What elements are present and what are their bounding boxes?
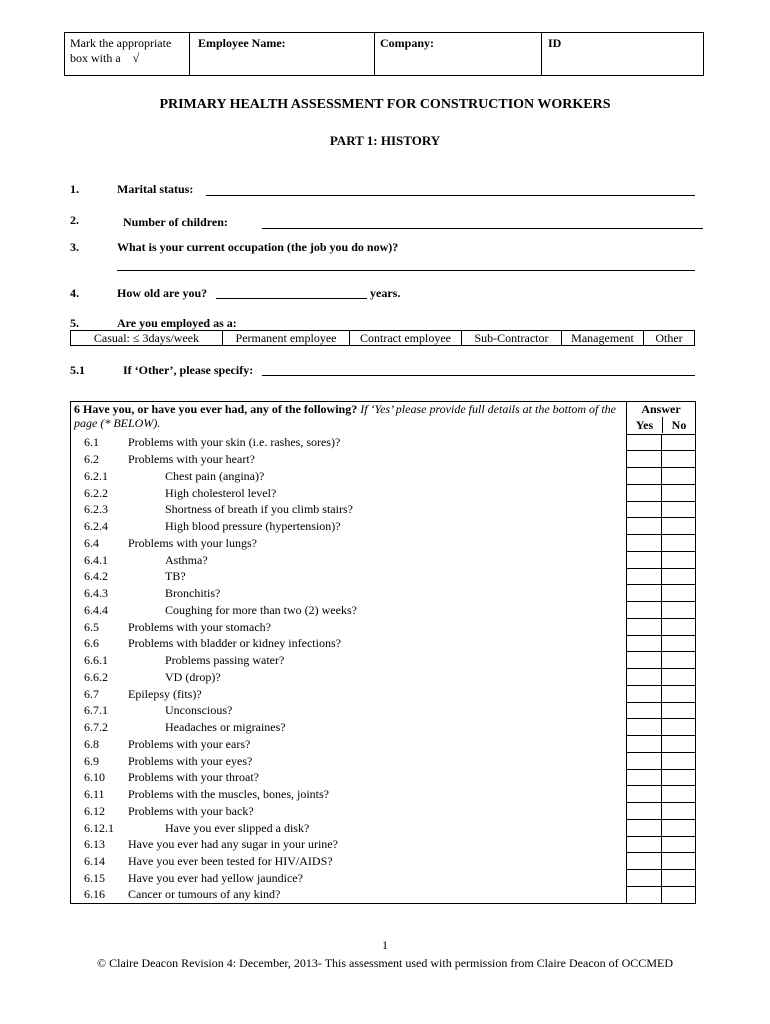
instruction-line2 xyxy=(70,51,184,66)
no-checkbox[interactable] xyxy=(662,518,696,535)
other-specify-input[interactable] xyxy=(262,375,695,376)
question-text: Have you ever had any sugar in your urine? xyxy=(128,837,338,852)
yes-checkbox[interactable] xyxy=(627,434,662,451)
yes-checkbox[interactable] xyxy=(627,618,662,635)
check-mark-icon: √ xyxy=(132,51,140,65)
yes-checkbox[interactable] xyxy=(627,602,662,619)
q2-number: 2. xyxy=(70,213,79,227)
no-checkbox[interactable] xyxy=(662,752,696,769)
yes-checkbox[interactable] xyxy=(627,853,662,870)
yes-checkbox[interactable] xyxy=(627,786,662,803)
yes-label: Yes xyxy=(627,417,663,433)
yes-checkbox[interactable] xyxy=(627,819,662,836)
q4-number: 4. xyxy=(70,286,79,300)
children-input[interactable] xyxy=(262,228,703,229)
question-cell xyxy=(71,451,627,468)
question-number: 6.12 xyxy=(84,803,105,818)
question-number: 6.10 xyxy=(84,770,105,785)
question-number: 6.8 xyxy=(84,736,99,751)
table-row xyxy=(71,518,696,535)
question-text: Epilepsy (fits)? xyxy=(128,686,202,701)
table-row xyxy=(71,551,696,568)
question-cell xyxy=(71,836,627,853)
table-row xyxy=(71,585,696,602)
yes-checkbox[interactable] xyxy=(627,836,662,853)
yes-checkbox[interactable] xyxy=(627,568,662,585)
table-row xyxy=(71,635,696,652)
no-checkbox[interactable] xyxy=(662,602,696,619)
no-checkbox[interactable] xyxy=(662,819,696,836)
question-text: Cancer or tumours of any kind? xyxy=(128,887,281,902)
question-text: Problems with the muscles, bones, joints? xyxy=(128,787,329,802)
question-text: Coughing for more than two (2) weeks? xyxy=(165,602,357,617)
question-cell xyxy=(71,769,627,786)
question-number: 6.6.2 xyxy=(84,669,108,684)
yes-checkbox[interactable] xyxy=(627,501,662,518)
question-text: Headaches or migraines? xyxy=(165,720,286,735)
no-checkbox[interactable] xyxy=(662,434,696,451)
table-heading-bold: 6 Have you, or have you ever had, any of the following? xyxy=(74,402,358,416)
table-row xyxy=(71,652,696,669)
q51-label: If ‘Other’, please specify: xyxy=(123,363,254,377)
table-row xyxy=(71,870,696,887)
health-history-table xyxy=(70,401,696,904)
question-text: Problems with your lungs? xyxy=(128,535,257,550)
no-checkbox[interactable] xyxy=(662,803,696,820)
question-cell xyxy=(71,501,627,518)
instruction-line1: Mark the appropriate xyxy=(70,36,172,50)
employee-name-label: Employee Name: xyxy=(198,36,286,50)
table-row xyxy=(71,669,696,686)
question-text: Problems with your throat? xyxy=(128,770,259,785)
header-box xyxy=(64,32,704,76)
question-number: 6.2 xyxy=(84,452,99,467)
option-casual[interactable]: Casual: ≤ 3days/week xyxy=(93,331,200,345)
q51-number: 5.1 xyxy=(70,363,85,377)
question-number: 6.4.4 xyxy=(84,602,108,617)
q4-label: How old are you? xyxy=(117,286,208,300)
question-text: Have you ever been tested for HIV/AIDS? xyxy=(128,854,333,869)
question-text: Asthma? xyxy=(165,552,208,567)
question-text: High cholesterol level? xyxy=(165,485,277,500)
table-row xyxy=(71,786,696,803)
no-checkbox[interactable] xyxy=(662,870,696,887)
no-checkbox[interactable] xyxy=(662,886,696,903)
yes-checkbox[interactable] xyxy=(627,886,662,903)
occupation-input[interactable] xyxy=(117,270,695,271)
no-checkbox[interactable] xyxy=(662,836,696,853)
yes-checkbox[interactable] xyxy=(627,752,662,769)
question-number: 6.2.1 xyxy=(84,468,108,483)
table-row xyxy=(71,736,696,753)
no-checkbox[interactable] xyxy=(662,585,696,602)
yes-checkbox[interactable] xyxy=(627,535,662,552)
question-cell xyxy=(71,568,627,585)
question-text: Problems with your back? xyxy=(128,803,254,818)
no-checkbox[interactable] xyxy=(662,685,696,702)
question-number: 6.16 xyxy=(84,887,105,902)
footer-copyright: © Claire Deacon Revision 4: December, 2013- This assessment used with permission from Claire Deacon of OCCMED xyxy=(97,956,673,970)
no-checkbox[interactable] xyxy=(662,786,696,803)
yes-checkbox[interactable] xyxy=(627,736,662,753)
yes-checkbox[interactable] xyxy=(627,803,662,820)
table-heading xyxy=(71,402,627,435)
yes-checkbox[interactable] xyxy=(627,484,662,501)
table-row xyxy=(71,451,696,468)
question-cell xyxy=(71,819,627,836)
answer-header xyxy=(627,402,696,435)
question-text: Problems with your heart? xyxy=(128,452,255,467)
question-cell xyxy=(71,602,627,619)
question-number: 6.2.4 xyxy=(84,519,108,534)
question-cell xyxy=(71,853,627,870)
question-cell xyxy=(71,870,627,887)
option-management[interactable]: Management xyxy=(562,331,644,345)
question-number: 6.5 xyxy=(84,619,99,634)
table-heading-italic: If ‘Yes’ please provide full details at the bottom of the page (* BELOW). xyxy=(74,402,616,430)
question-text: VD (drop)? xyxy=(165,669,221,684)
table-row xyxy=(71,752,696,769)
question-cell xyxy=(71,618,627,635)
employee-name-field[interactable] xyxy=(190,33,375,75)
question-number: 6.12.1 xyxy=(84,820,114,835)
question-text: Unconscious? xyxy=(165,703,233,718)
yes-checkbox[interactable] xyxy=(627,451,662,468)
question-cell xyxy=(71,551,627,568)
yes-checkbox[interactable] xyxy=(627,551,662,568)
question-number: 6.4.1 xyxy=(84,552,108,567)
yes-checkbox[interactable] xyxy=(627,669,662,686)
no-checkbox[interactable] xyxy=(662,719,696,736)
question-text: TB? xyxy=(165,569,186,584)
question-number: 6.1 xyxy=(84,435,99,450)
no-checkbox[interactable] xyxy=(662,736,696,753)
question-text: Problems with your skin (i.e. rashes, sores)? xyxy=(128,435,341,450)
yes-checkbox[interactable] xyxy=(627,685,662,702)
question-cell xyxy=(71,518,627,535)
question-number: 6.9 xyxy=(84,753,99,768)
question-number: 6.4 xyxy=(84,535,99,550)
q3-label: What is your current occupation (the job you do now)? xyxy=(117,240,399,254)
question-number: 6.15 xyxy=(84,870,105,885)
part-title: PART 1: HISTORY xyxy=(329,133,441,148)
table-row xyxy=(71,702,696,719)
no-checkbox[interactable] xyxy=(662,652,696,669)
table-row xyxy=(71,803,696,820)
no-checkbox[interactable] xyxy=(662,501,696,518)
table-row xyxy=(71,618,696,635)
question-cell xyxy=(71,635,627,652)
q5-label: Are you employed as a: xyxy=(117,316,237,330)
question-number: 6.13 xyxy=(84,837,105,852)
instruction-text: box with a xyxy=(70,51,121,65)
q5-number: 5. xyxy=(70,316,79,330)
no-checkbox[interactable] xyxy=(662,669,696,686)
yes-checkbox[interactable] xyxy=(627,585,662,602)
question-text: Have you ever slipped a disk? xyxy=(165,820,310,835)
question-text: Have you ever had yellow jaundice? xyxy=(128,870,303,885)
question-cell xyxy=(71,886,627,903)
option-subcontractor[interactable]: Sub-Contractor xyxy=(462,331,562,345)
table-row xyxy=(71,535,696,552)
no-checkbox[interactable] xyxy=(662,535,696,552)
yes-checkbox[interactable] xyxy=(627,870,662,887)
q4-suffix: years. xyxy=(370,286,401,300)
question-number: 6.14 xyxy=(84,854,105,869)
question-number: 6.7.1 xyxy=(84,703,108,718)
question-number: 6.2.3 xyxy=(84,502,108,517)
company-field[interactable] xyxy=(375,33,542,75)
table-row xyxy=(71,853,696,870)
no-checkbox[interactable] xyxy=(662,618,696,635)
question-cell xyxy=(71,803,627,820)
yes-checkbox[interactable] xyxy=(627,518,662,535)
option-contract[interactable]: Contract employee xyxy=(350,331,462,345)
question-text: Chest pain (angina)? xyxy=(165,468,265,483)
no-checkbox[interactable] xyxy=(662,702,696,719)
question-cell xyxy=(71,484,627,501)
yes-checkbox[interactable] xyxy=(627,702,662,719)
table-row xyxy=(71,836,696,853)
q1-number: 1. xyxy=(70,182,79,196)
no-checkbox[interactable] xyxy=(662,769,696,786)
no-checkbox[interactable] xyxy=(662,568,696,585)
yes-checkbox[interactable] xyxy=(627,468,662,485)
no-checkbox[interactable] xyxy=(662,451,696,468)
page-number: 1 xyxy=(382,938,388,952)
question-cell xyxy=(71,669,627,686)
question-number: 6.6.1 xyxy=(84,653,108,668)
table-row xyxy=(71,501,696,518)
table-row xyxy=(71,886,696,903)
question-number: 6.4.3 xyxy=(84,586,108,601)
q2-label: Number of children: xyxy=(123,215,228,229)
age-input[interactable] xyxy=(216,298,367,299)
no-checkbox[interactable] xyxy=(662,635,696,652)
question-number: 6.6 xyxy=(84,636,99,651)
yes-checkbox[interactable] xyxy=(627,719,662,736)
yes-checkbox[interactable] xyxy=(627,652,662,669)
company-label: Company: xyxy=(380,36,435,50)
question-cell xyxy=(71,752,627,769)
question-cell xyxy=(71,652,627,669)
table-row xyxy=(71,568,696,585)
table-row xyxy=(71,769,696,786)
q1-label: Marital status: xyxy=(117,182,194,196)
option-other[interactable]: Other xyxy=(655,331,683,345)
page-title: PRIMARY HEALTH ASSESSMENT FOR CONSTRUCTION WORKERS xyxy=(159,97,611,112)
employment-options-row xyxy=(70,330,695,346)
question-number: 6.2.2 xyxy=(84,485,108,500)
question-cell xyxy=(71,434,627,451)
question-number: 6.11 xyxy=(84,787,105,802)
question-cell xyxy=(71,702,627,719)
answer-label: Answer xyxy=(641,402,681,416)
table-row xyxy=(71,719,696,736)
q3-number: 3. xyxy=(70,240,79,254)
table-row xyxy=(71,819,696,836)
question-number: 6.4.2 xyxy=(84,569,108,584)
question-cell xyxy=(71,535,627,552)
question-text: Problems with bladder or kidney infections? xyxy=(128,636,341,651)
question-text: Problems with your eyes? xyxy=(128,753,253,768)
table-row xyxy=(71,468,696,485)
no-checkbox[interactable] xyxy=(662,551,696,568)
question-text: High blood pressure (hypertension)? xyxy=(165,519,341,534)
question-cell xyxy=(71,786,627,803)
no-checkbox[interactable] xyxy=(662,468,696,485)
yes-checkbox[interactable] xyxy=(627,635,662,652)
question-cell xyxy=(71,685,627,702)
question-cell xyxy=(71,719,627,736)
question-text: Problems passing water? xyxy=(165,653,285,668)
question-cell xyxy=(71,585,627,602)
option-permanent[interactable]: Permanent employee xyxy=(222,331,350,345)
no-checkbox[interactable] xyxy=(662,853,696,870)
table-header-row xyxy=(71,402,696,435)
question-cell xyxy=(71,736,627,753)
marital-status-input[interactable] xyxy=(206,195,695,196)
question-text: Problems with your ears? xyxy=(128,736,251,751)
question-text: Shortness of breath if you climb stairs? xyxy=(165,502,353,517)
yes-checkbox[interactable] xyxy=(627,769,662,786)
no-checkbox[interactable] xyxy=(662,484,696,501)
instruction-cell xyxy=(65,33,190,75)
table-row xyxy=(71,685,696,702)
question-number: 6.7 xyxy=(84,686,99,701)
table-row xyxy=(71,602,696,619)
question-number: 6.7.2 xyxy=(84,720,108,735)
question-text: Problems with your stomach? xyxy=(128,619,271,634)
no-label: No xyxy=(671,418,687,432)
id-label: ID xyxy=(548,36,562,50)
table-row xyxy=(71,434,696,451)
question-text: Bronchitis? xyxy=(165,586,221,601)
table-row xyxy=(71,484,696,501)
question-cell xyxy=(71,468,627,485)
id-field[interactable] xyxy=(542,33,703,75)
